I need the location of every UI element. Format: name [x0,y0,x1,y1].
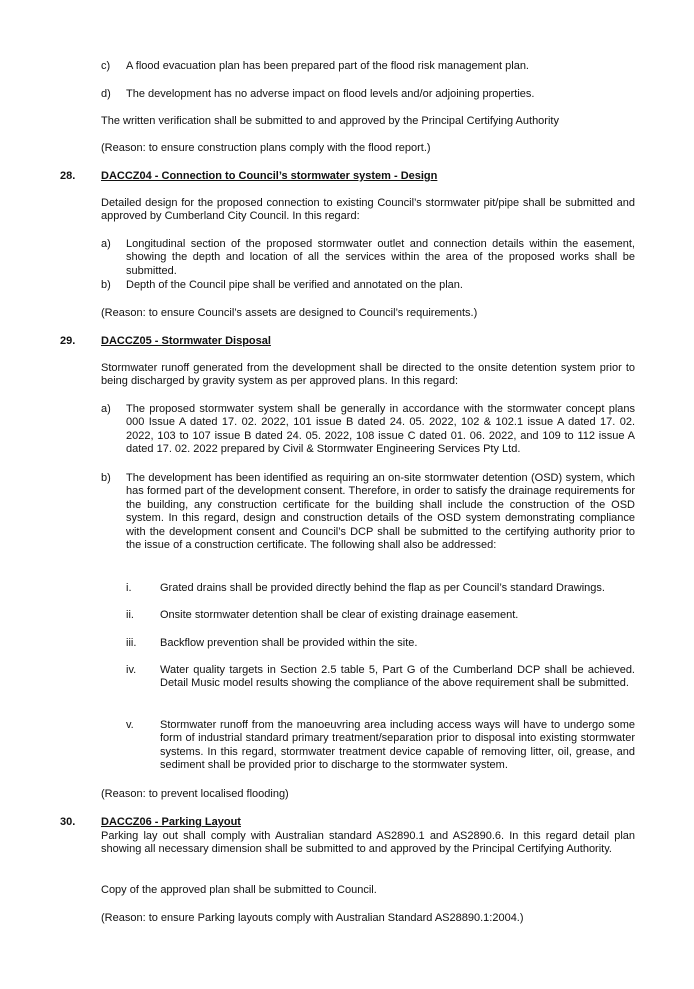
list-item-text: The development has been identified as requiring an on-site stormwater detention (OSD) system, which has formed part of the development consent. Therefore, in order to satisfy the drainage requirements for the building, any construction certificate for the building shall include the construction of the OSD system. In this regard, design and construction details of the OSD system demonstrating compliance with the development consent and Council’s DCP shall be submitted to the certifying authority prior to the issue of a construction certificate. The following shall also be addressed: [126,472,635,552]
paragraph: Stormwater runoff generated from the development shall be directed to the onsite detention system prior to being discharged by gravity system as per approved plans. In this regard: [101,362,635,388]
list-marker: c) [101,60,111,72]
list-item-text: The development has no adverse impact on flood levels and/or adjoining properties. [126,88,535,100]
reason-text: (Reason: to ensure construction plans comply with the flood report.) [101,142,431,154]
list-marker: a) [101,238,111,250]
paragraph: The written verification shall be submitted to and approved by the Principal Certifying Authority [101,115,559,127]
list-marker: b) [101,279,111,291]
sublist-marker: ii. [126,609,134,621]
list-marker: a) [101,403,111,415]
paragraph: Copy of the approved plan shall be submitted to Council. [101,884,377,896]
sublist-item-text: Stormwater runoff from the manoeuvring area including access ways will have to undergo some form of industrial standard primary treatment/separation prior to disposal into existing stormwater systems. In this regard, stormwater treatment device capable of removing litter, oil, grease, and sediment shall be provided prior to discharge to the stormwater system. [160,719,635,772]
list-item-text: Longitudinal section of the proposed stormwater outlet and connection details within the easement, showing the depth and location of all the services within the area of the proposed works shall be submitted. [126,238,635,277]
list-item-text: The proposed stormwater system shall be generally in accordance with the stormwater concept plans 000 Issue A dated 17. 02. 2022, 101 issue B dated 24. 05. 2022, 102 & 102.1 issue A dated 17. 02. 2022, 103 to 107 issue B dated 24. 05. 2022, 108 issue C dated 01. 06. 2022, and 109 to 112 issue A dated 17. 02. 2022 prepared by Civil & Stormwater Engineering Services Pty Ltd. [126,403,635,456]
section-title: DACCZ04 - Connection to Council’s stormwater system - Design [101,170,438,182]
section-number: 29. [60,335,76,347]
sublist-item-text: Onsite stormwater detention shall be clear of existing drainage easement. [160,609,519,621]
reason-text: (Reason: to ensure Parking layouts comply with Australian Standard AS28890.1:2004.) [101,912,524,924]
sublist-marker: i. [126,582,132,594]
list-marker: b) [101,472,111,484]
sublist-marker: iii. [126,637,137,649]
list-marker: d) [101,88,111,100]
section-number: 28. [60,170,76,182]
sublist-item-text: Water quality targets in Section 2.5 table 5, Part G of the Cumberland DCP shall be achieved. Detail Music model results showing the compliance of the above requirement shall be submitted. [160,664,635,690]
paragraph: Detailed design for the proposed connection to existing Council’s stormwater pit/pipe shall be submitted and approved by Cumberland City Council. In this regard: [101,197,635,223]
reason-text: (Reason: to prevent localised flooding) [101,788,289,800]
list-item-text: A flood evacuation plan has been prepared part of the flood risk management plan. [126,60,529,72]
section-number: 30. [60,816,76,828]
sublist-marker: v. [126,719,134,731]
section-title: DACCZ05 - Stormwater Disposal [101,335,271,347]
sublist-marker: iv. [126,664,137,676]
sublist-item-text: Backflow prevention shall be provided within the site. [160,637,418,649]
paragraph: Parking lay out shall comply with Australian standard AS2890.1 and AS2890.6. In this regard detail plan showing all necessary dimension shall be submitted to and approved by the Principal Certifying Authority. [101,830,635,856]
sublist-item-text: Grated drains shall be provided directly behind the flap as per Council’s standard Drawings. [160,582,605,594]
list-item-text: Depth of the Council pipe shall be verified and annotated on the plan. [126,279,463,291]
reason-text: (Reason: to ensure Council’s assets are designed to Council’s requirements.) [101,307,478,319]
section-title: DACCZ06 - Parking Layout [101,816,241,828]
